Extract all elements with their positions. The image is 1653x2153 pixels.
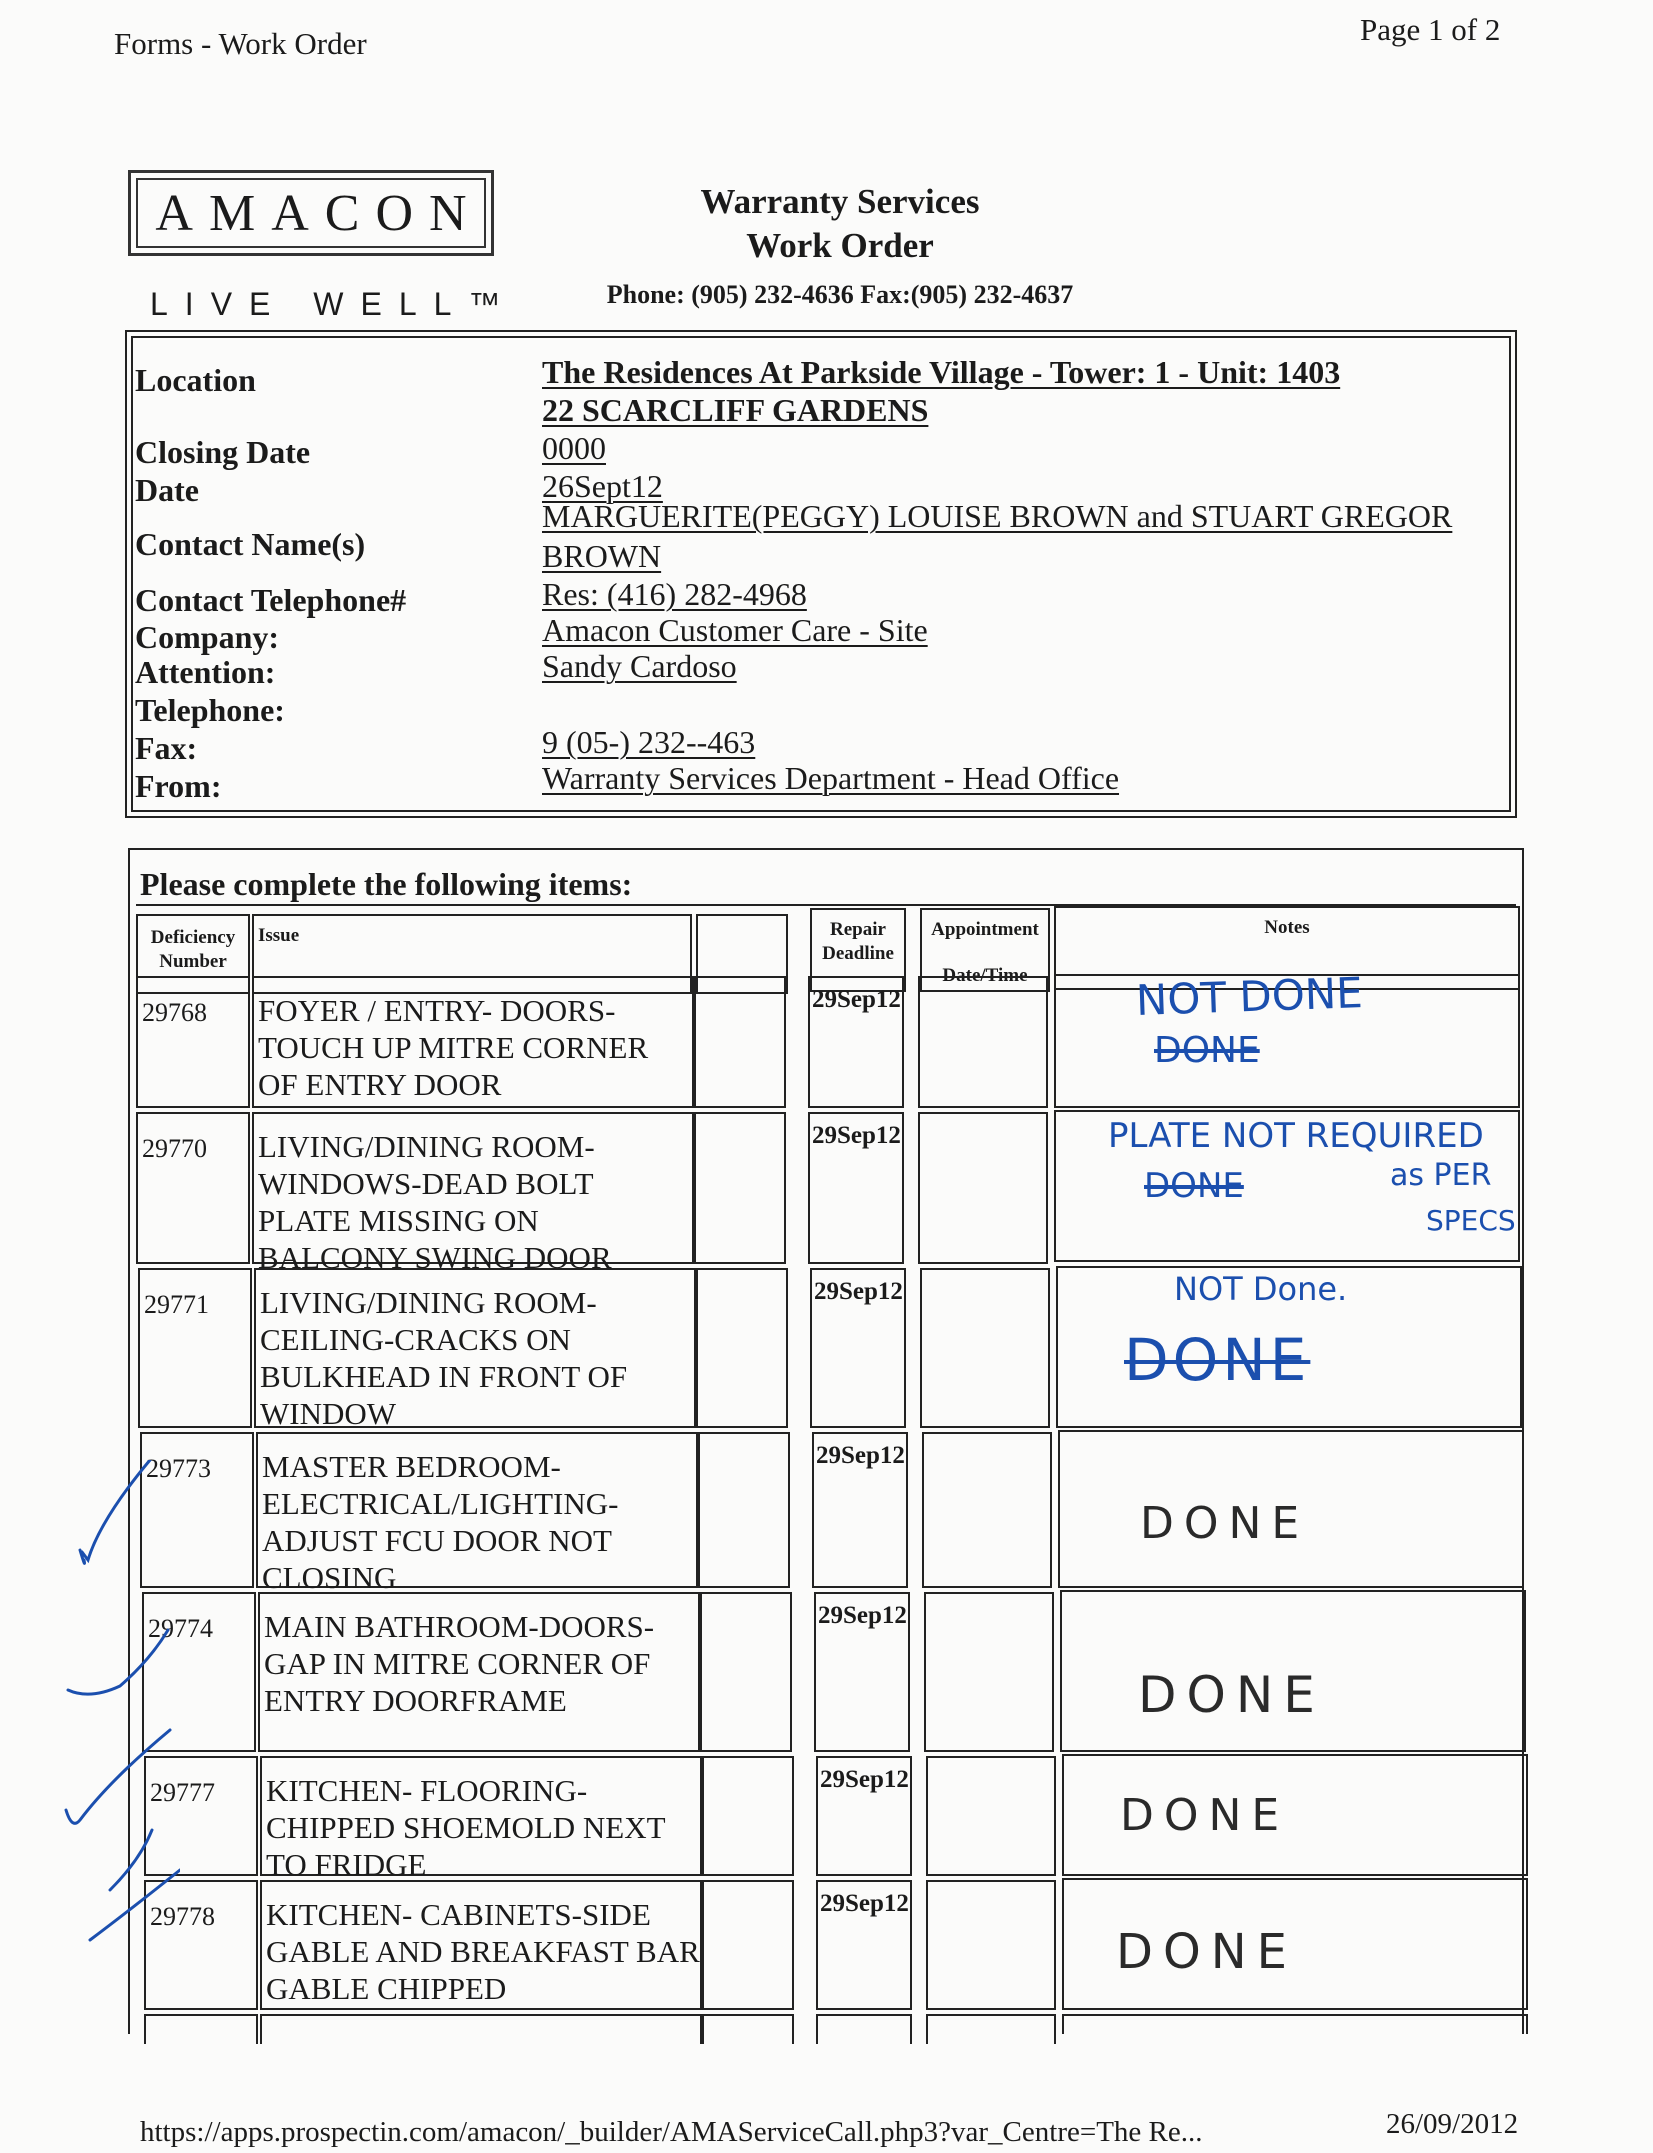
col-header-deficiency-line-1: Deficiency xyxy=(150,927,236,948)
deficiency-number: 29768 xyxy=(136,976,250,1108)
title-line-2: Work Order xyxy=(746,226,934,265)
company-value: Amacon Customer Care - Site xyxy=(542,612,928,648)
col-header-deficiency xyxy=(136,914,250,994)
deficiency-number: 29774 xyxy=(142,1592,256,1752)
repair-deadline: 29Sep12 xyxy=(816,1880,912,2010)
checkmark-icon xyxy=(110,1830,152,1890)
fax-label: Fax: xyxy=(135,730,198,766)
handwritten-note-2: as PER xyxy=(1390,1158,1492,1193)
col-header-repair-line-2: Deadline xyxy=(822,943,894,964)
col-header-appt-line-2: Date/Time xyxy=(942,965,1028,986)
footer-url: https://apps.prospectin.com/amacon/_builder/AMAServiceCall.php3?var_Centre=The Re... xyxy=(140,2116,1203,2148)
issue-text: LIVING/DINING ROOM-WINDOWS-DEAD BOLT PLATE MISSING ON BALCONY SWING DOOR xyxy=(252,1112,694,1264)
contact-names-label: Contact Name(s) xyxy=(135,526,366,562)
issue-text: KITCHEN- CABINETS-SIDE GABLE AND BREAKFAST BAR GABLE CHIPPED xyxy=(260,1880,702,2010)
from-value: Warranty Services Department - Head Office xyxy=(542,760,1120,796)
checkmark-icon xyxy=(80,1460,150,1563)
attention-value: Sandy Cardoso xyxy=(542,648,737,684)
items-title: Please complete the following items: xyxy=(140,866,633,902)
deficiency-number: 29777 xyxy=(144,1756,258,1876)
issue-text: MAIN BATHROOM-DOORS-GAP IN MITRE CORNER OF ENTRY DOORFRAME xyxy=(258,1592,700,1752)
contact-names-line-1: MARGUERITE(PEGGY) LOUISE BROWN and STUART GREGOR xyxy=(542,498,1453,534)
repair-deadline: 29Sep12 xyxy=(810,1268,906,1428)
handwritten-note: PLATE NOT REQUIRED xyxy=(1108,1116,1484,1156)
deficiency-number: 29778 xyxy=(144,1880,258,2010)
address-value: 22 SCARCLIFF GARDENS xyxy=(542,392,929,428)
contact-telephone-label: Contact Telephone# xyxy=(135,582,407,618)
col-header-deficiency-line-2: Number xyxy=(159,951,227,972)
closing-date-label: Closing Date xyxy=(135,434,311,470)
checkmark-icon xyxy=(68,1630,168,1694)
telephone-label: Telephone: xyxy=(135,692,285,728)
col-header-appt-line-1: Appointment xyxy=(931,919,1039,940)
deficiency-number: 29773 xyxy=(140,1432,254,1588)
struck-note: DONE xyxy=(1154,1030,1260,1071)
location-label: Location xyxy=(135,362,256,398)
attention-label: Attention: xyxy=(135,654,276,690)
issue-text: KITCHEN- FLOORING-CHIPPED SHOEMOLD NEXT TO FRIDGE xyxy=(260,1756,702,1876)
items-table xyxy=(128,848,1524,2034)
from-label: From: xyxy=(135,768,222,804)
repair-deadline: 29Sep12 xyxy=(814,1592,910,1752)
checkmark-icon xyxy=(90,1870,180,1940)
col-header-issue: Issue xyxy=(252,914,692,994)
date-label: Date xyxy=(135,472,199,508)
location-value: The Residences At Parkside Village - Tower: 1 - Unit: 1403 xyxy=(542,354,1341,390)
deficiency-number: 29770 xyxy=(136,1112,250,1264)
company-label: Company: xyxy=(135,619,280,655)
handwritten-note-3: SPECS xyxy=(1426,1204,1516,1237)
col-header-appointment xyxy=(920,908,1050,992)
col-header-repair-line-1: Repair xyxy=(830,919,886,940)
handwritten-note: NOT DONE xyxy=(1135,968,1364,1025)
phone-fax: Phone: (905) 232-4636 Fax:(905) 232-4637 xyxy=(606,280,1074,309)
logo-tagline: LIVE WELL™ xyxy=(150,286,518,322)
repair-deadline: 29Sep12 xyxy=(816,1756,912,1876)
issue-text: MASTER BEDROOM-ELECTRICAL/LIGHTING-ADJUST FCU DOOR NOT CLOSING xyxy=(256,1432,698,1588)
closing-date-value: 0000 xyxy=(542,430,606,466)
footer-date: 26/09/2012 xyxy=(1386,2108,1519,2140)
contact-names-line-2: BROWN xyxy=(542,538,662,574)
struck-note: DONE xyxy=(1144,1166,1244,1206)
handwritten-note: NOT Done. xyxy=(1174,1270,1348,1308)
amacon-logo: AMACON xyxy=(128,170,494,256)
date-value: 26Sept12 xyxy=(542,468,663,504)
repair-deadline: 29Sep12 xyxy=(808,976,904,1108)
fax-value: 9 (05-) 232--463 xyxy=(542,724,756,760)
handwritten-note: DONE xyxy=(1116,1924,1297,1980)
handwritten-note: DONE xyxy=(1120,1790,1290,1841)
work-order-info xyxy=(125,330,1517,818)
repair-deadline: 29Sep12 xyxy=(812,1432,908,1588)
repair-deadline: 29Sep12 xyxy=(808,1112,904,1264)
deficiency-number: 29771 xyxy=(138,1268,252,1428)
title-line-1: Warranty Services xyxy=(700,182,980,221)
page-indicator: Page 1 of 2 xyxy=(1360,12,1501,47)
handwritten-note: DONE xyxy=(1138,1666,1325,1724)
struck-note: DONE xyxy=(1124,1326,1311,1394)
contact-telephone-value: Res: (416) 282-4968 xyxy=(542,576,807,612)
title-block xyxy=(580,180,1100,310)
handwritten-note: DONE xyxy=(1140,1498,1310,1549)
handwritten-checkmarks xyxy=(60,1460,180,2100)
col-header-notes: Notes xyxy=(1054,906,1520,990)
issue-text: LIVING/DINING ROOM-CEILING-CRACKS ON BULKHEAD IN FRONT OF WINDOW xyxy=(254,1268,696,1428)
col-header-blank xyxy=(696,914,788,994)
form-header-title: Forms - Work Order xyxy=(114,26,367,61)
col-header-repair-deadline xyxy=(810,908,906,992)
checkmark-icon xyxy=(66,1730,170,1823)
issue-text: FOYER / ENTRY- DOORS-TOUCH UP MITRE CORNER OF ENTRY DOOR xyxy=(252,976,694,1108)
